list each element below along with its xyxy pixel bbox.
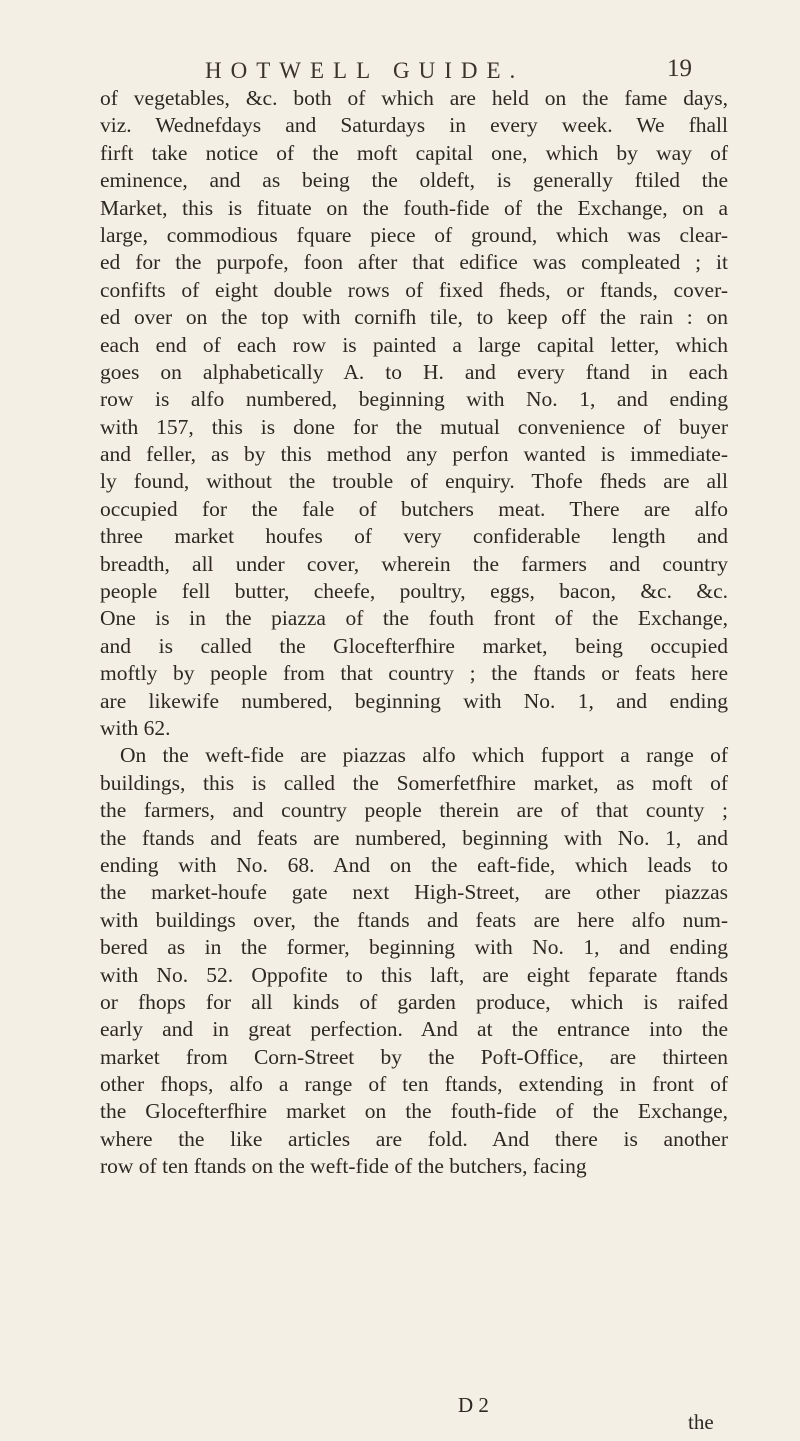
text-line: each end of each row is painted a large capital letter, which xyxy=(100,332,728,357)
text-line: with 62. xyxy=(100,715,171,740)
text-line: occupied for the fale of butchers meat. There are alfo xyxy=(100,496,728,521)
text-line: buildings, this is called the Somerfetfhire market, as moft of xyxy=(100,770,728,795)
page-number: 19 xyxy=(667,55,692,82)
page-header xyxy=(0,0,800,90)
text-line: of vegetables, &c. both of which are held on the fame days, xyxy=(100,86,728,110)
text-line: and feller, as by this method any perfon wanted is immediate- xyxy=(100,442,728,467)
text-line: Market, this is fituate on the fouth-fide of the Exchange, on a xyxy=(100,195,728,220)
text-line: the market-houfe gate next High-Street, are other piazzas xyxy=(100,880,728,905)
catchword: the xyxy=(688,1410,714,1434)
signature-mark: D 2 xyxy=(458,1393,489,1417)
text-line: the ftands and feats are numbered, beginning with No. 1, and xyxy=(100,825,728,850)
text-line: with buildings over, the ftands and feats are here alfo num- xyxy=(100,907,728,932)
text-line: early and in great perfection. And at the entrance into the xyxy=(100,1017,728,1042)
text-line: confifts of eight double rows of fixed fheds, or ftands, cover- xyxy=(100,277,728,302)
text-line: other fhops, alfo a range of ten ftands, extending in front of xyxy=(100,1072,728,1097)
text-line: goes on alphabetically A. to H. and every ftand in each xyxy=(100,359,728,384)
text-line: One is in the piazza of the fouth front of the Exchange, xyxy=(100,606,728,631)
text-line: are likewife numbered, beginning with No. 1, and ending xyxy=(100,688,728,713)
text-line: with No. 52. Oppofite to this laft, are eight feparate ftands xyxy=(100,962,728,987)
text-line: where the like articles are fold. And there is another xyxy=(100,1126,728,1151)
running-title: HOTWELL GUIDE. xyxy=(205,58,525,83)
text-line: row of ten ftands on the weft-fide of the butchers, facing xyxy=(100,1154,587,1179)
text-line: ending with No. 68. And on the eaft-fide, which leads to xyxy=(100,852,728,877)
text-line: people fell butter, cheefe, poultry, eggs, bacon, &c. &c. xyxy=(100,579,728,604)
text-line: and is called the Glocefterfhire market, being occupied xyxy=(100,633,728,658)
text-line: breadth, all under cover, wherein the farmers and country xyxy=(100,551,728,576)
text-line: viz. Wednefdays and Saturdays in every week. We fhall xyxy=(100,113,728,138)
text-line: large, commodious fquare piece of ground, which was clear- xyxy=(100,222,728,247)
text-line: On the weft-fide are piazzas alfo which fupport a range of xyxy=(120,743,728,768)
text-line: moftly by people from that country ; the ftands or feats here xyxy=(100,661,728,686)
text-line: ed over on the top with cornifh tile, to keep off the rain : on xyxy=(100,305,728,330)
text-line: ly found, without the trouble of enquiry. Thofe fheds are all xyxy=(100,469,728,494)
text-line: the farmers, and country people therein are of that county ; xyxy=(100,798,728,823)
text-line: the Glocefterfhire market on the fouth-fide of the Exchange, xyxy=(100,1099,728,1124)
text-line: eminence, and as being the oldeft, is generally ftiled the xyxy=(100,168,728,193)
body-text xyxy=(100,85,728,1181)
text-line: three market houfes of very confiderable length and xyxy=(100,524,728,549)
text-line: or fhops for all kinds of garden produce, which is raifed xyxy=(100,989,728,1014)
text-line: firft take notice of the moft capital one, which by way of xyxy=(100,140,728,165)
text-line: ed for the purpofe, foon after that edifice was compleated ; it xyxy=(100,250,728,275)
text-line: bered as in the former, beginning with No. 1, and ending xyxy=(100,935,728,960)
text-line: with 157, this is done for the mutual convenience of buyer xyxy=(100,414,728,439)
text-line: row is alfo numbered, beginning with No. 1, and ending xyxy=(100,387,728,412)
text-line: market from Corn-Street by the Poft-Office, are thirteen xyxy=(100,1044,728,1069)
